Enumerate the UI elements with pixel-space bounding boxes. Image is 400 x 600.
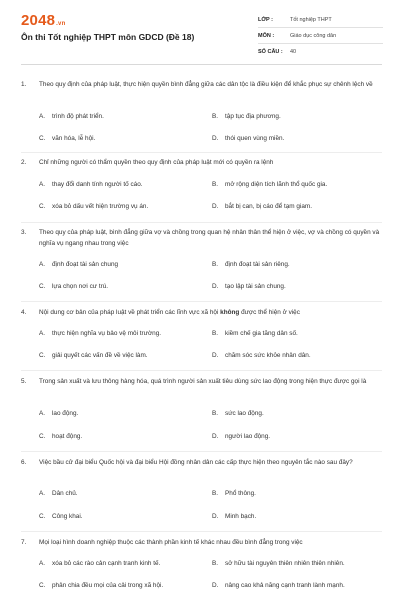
option-text: Minh bạch. xyxy=(225,513,257,520)
option-4d[interactable] xyxy=(212,352,311,359)
option-letter: B. xyxy=(212,410,219,417)
option-letter: C. xyxy=(39,283,46,290)
option-text: thực hiện nghĩa vụ bảo vệ môi trường. xyxy=(52,330,162,337)
site-logo[interactable] xyxy=(21,12,65,29)
question-number: 6. xyxy=(21,459,27,466)
option-letter: D. xyxy=(212,203,219,210)
option-letter: B. xyxy=(212,330,219,337)
option-text: định đoạt tài sản chung xyxy=(52,261,119,268)
option-text: chăm sóc sức khỏe nhân dân. xyxy=(225,352,311,359)
option-text: nâng cao khả năng cạnh tranh lành mạnh. xyxy=(225,582,345,589)
question-text: Theo quy định của pháp luật, thực hiện quyền bình đẳng giữa các dân tộc là điều kiện để khắc phục sự chênh lệch về xyxy=(39,81,373,88)
option-6a[interactable] xyxy=(39,490,78,497)
option-letter: A. xyxy=(39,181,46,188)
document-header xyxy=(21,0,382,65)
meta-row-class xyxy=(258,12,383,28)
option-3b[interactable] xyxy=(212,261,290,268)
option-1c[interactable] xyxy=(39,135,95,142)
option-letter: B. xyxy=(212,490,219,497)
meta-label: SỐ CÂU : xyxy=(258,48,283,55)
option-text: trình độ phát triển. xyxy=(52,113,104,120)
question-7 xyxy=(21,538,382,549)
option-1d[interactable] xyxy=(212,135,284,142)
option-4a[interactable] xyxy=(39,330,161,337)
option-text: Công khai. xyxy=(52,513,83,520)
question-1 xyxy=(21,80,382,91)
option-letter: A. xyxy=(39,560,46,567)
option-text: sức lao động. xyxy=(225,410,264,417)
option-letter: B. xyxy=(212,560,219,567)
question-number: 7. xyxy=(21,539,27,546)
option-letter: B. xyxy=(212,261,219,268)
option-text: văn hóa, lễ hội. xyxy=(52,135,96,142)
question-text: Nội dung cơ bản của pháp luật về phát triển các lĩnh vực xã hội không được thể hiện ở việc xyxy=(39,309,300,316)
option-text: kiềm chế gia tăng dân số. xyxy=(225,330,298,337)
question-text: Theo quy của pháp luật, bình đẳng giữa vợ và chồng trong quan hệ nhân thân thể hiện ở việc, vợ và chồng có quyền và nghĩa vụ ngang nhau trong việc xyxy=(39,229,380,247)
option-4b[interactable] xyxy=(212,330,298,337)
question-text: Việc bầu cử đại biểu Quốc hội và đại biểu Hội đồng nhân dân các cấp thực hiện theo nguyên tắc nào sau đây? xyxy=(39,459,353,466)
option-7d[interactable] xyxy=(212,582,345,589)
option-letter: C. xyxy=(39,135,46,142)
option-text: xóa bỏ dấu vết hiện trường vụ án. xyxy=(52,203,149,210)
exam-title: Ôn thi Tốt nghiệp THPT môn GDCD (Đề 18) xyxy=(21,32,195,42)
option-1a[interactable] xyxy=(39,113,104,120)
question-divider xyxy=(21,451,382,452)
meta-row-count xyxy=(258,44,383,59)
logo-suffix: .vn xyxy=(56,21,66,27)
option-2c[interactable] xyxy=(39,203,148,210)
question-number: 3. xyxy=(21,229,27,236)
question-divider xyxy=(21,152,382,153)
option-5b[interactable] xyxy=(212,410,264,417)
option-5a[interactable] xyxy=(39,410,78,417)
question-text: Chỉ những người có thẩm quyền theo quy định của pháp luật mới có quyền ra lệnh xyxy=(39,159,274,166)
option-4c[interactable] xyxy=(39,352,148,359)
option-text: Dân chủ. xyxy=(52,490,78,497)
option-text: xóa bỏ các rào cản cạnh tranh kinh tế. xyxy=(52,560,161,567)
option-letter: D. xyxy=(212,135,219,142)
option-5c[interactable] xyxy=(39,433,82,440)
option-7a[interactable] xyxy=(39,560,160,567)
option-6c[interactable] xyxy=(39,513,83,520)
option-letter: D. xyxy=(212,582,219,589)
option-3d[interactable] xyxy=(212,283,286,290)
option-letter: C. xyxy=(39,582,46,589)
option-text: tạo lập tài sản chung. xyxy=(225,283,286,290)
option-6b[interactable] xyxy=(212,490,256,497)
exam-meta-table xyxy=(258,12,383,59)
option-text: Phổ thông. xyxy=(225,490,256,497)
option-text: tập tục địa phương. xyxy=(225,113,281,120)
question-divider xyxy=(21,370,382,371)
option-3c[interactable] xyxy=(39,283,108,290)
option-1b[interactable] xyxy=(212,113,281,120)
question-6 xyxy=(21,458,382,469)
option-text: lựa chọn nơi cư trú. xyxy=(52,283,109,290)
question-5 xyxy=(21,377,382,388)
option-6d[interactable] xyxy=(212,513,256,520)
option-text: thay đổi danh tính người tố cáo. xyxy=(52,181,143,188)
question-divider xyxy=(21,222,382,223)
option-7c[interactable] xyxy=(39,582,163,589)
option-5d[interactable] xyxy=(212,433,270,440)
question-number: 2. xyxy=(21,159,27,166)
question-text: Mọi loại hình doanh nghiệp thuộc các thành phần kinh tế khác nhau đều bình đẳng trong việc xyxy=(39,539,303,546)
meta-value: Tốt nghiệp THPT xyxy=(290,16,332,23)
option-7b[interactable] xyxy=(212,560,345,567)
question-3 xyxy=(21,228,382,249)
option-letter: D. xyxy=(212,352,219,359)
option-letter: D. xyxy=(212,513,219,520)
option-text: hoạt động. xyxy=(52,433,83,440)
option-letter: C. xyxy=(39,203,46,210)
question-number: 5. xyxy=(21,378,27,385)
question-number: 4. xyxy=(21,309,27,316)
meta-label: LỚP : xyxy=(258,16,273,23)
question-text: Trong sản xuất và lưu thông hàng hóa, quá trình người sản xuất tiêu dùng sức lao động trong hiện thực được gọi là xyxy=(39,378,367,385)
option-text: giải quyết các vấn đề về việc làm. xyxy=(52,352,148,359)
logo-main: 2048 xyxy=(21,12,56,29)
option-letter: C. xyxy=(39,352,46,359)
meta-label: MÔN : xyxy=(258,32,275,39)
question-2 xyxy=(21,158,382,169)
option-letter: B. xyxy=(212,113,219,120)
option-text: người lao động. xyxy=(225,433,271,440)
option-letter: B. xyxy=(212,181,219,188)
option-text: thói quen vùng miền. xyxy=(225,135,285,142)
option-text: bắt bị can, bị cáo để tạm giam. xyxy=(225,203,313,210)
question-divider xyxy=(21,531,382,532)
question-number: 1. xyxy=(21,81,27,88)
option-letter: C. xyxy=(39,433,46,440)
option-2a[interactable] xyxy=(39,181,143,188)
meta-row-subject xyxy=(258,28,383,44)
option-letter: D. xyxy=(212,283,219,290)
option-3a[interactable] xyxy=(39,261,118,268)
option-text: định đoạt tài sản riêng. xyxy=(225,261,290,268)
option-letter: A. xyxy=(39,330,46,337)
option-text: mở rộng diện tích lãnh thổ quốc gia. xyxy=(225,181,328,188)
question-4 xyxy=(21,308,382,319)
option-letter: A. xyxy=(39,410,46,417)
option-letter: D. xyxy=(212,433,219,440)
meta-value: 40 xyxy=(290,48,297,55)
option-text: phân chia đều mọi của cải trong xã hội. xyxy=(52,582,164,589)
option-2b[interactable] xyxy=(212,181,327,188)
option-letter: A. xyxy=(39,261,46,268)
option-letter: A. xyxy=(39,113,46,120)
option-letter: C. xyxy=(39,513,46,520)
option-letter: A. xyxy=(39,490,46,497)
question-divider xyxy=(21,301,382,302)
option-2d[interactable] xyxy=(212,203,312,210)
meta-value: Giáo dục công dân xyxy=(290,32,337,39)
option-text: sở hữu tài nguyên thiên nhiên thiên nhiên. xyxy=(225,560,345,567)
option-text: lao động. xyxy=(52,410,79,417)
